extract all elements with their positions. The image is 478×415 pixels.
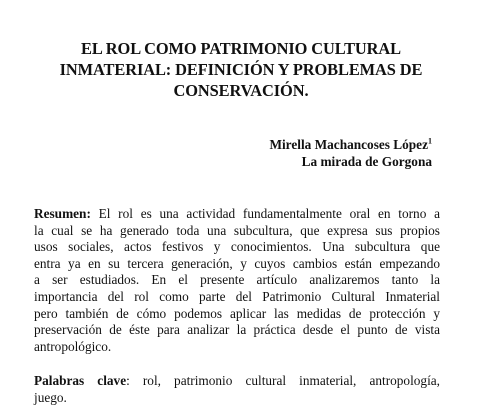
abstract-line: entra ya en su tercera generación, y cuyos cambios están empezando xyxy=(34,255,440,271)
author-footnote-mark: 1 xyxy=(428,136,432,146)
abstract-line: preservación de éste para analizar la práctica desde el punto de vista xyxy=(34,322,440,338)
abstract-line: la cual se ha generado toda una subcultura, que expresa sus propios xyxy=(34,222,440,238)
title-line-3: CONSERVACIÓN. xyxy=(173,81,309,100)
title-line-2: INMATERIAL: DEFINICIÓN Y PROBLEMAS DE xyxy=(59,60,423,79)
keywords-line: juego. xyxy=(34,389,67,405)
abstract-label: Resumen: xyxy=(34,206,91,221)
keywords-paragraph xyxy=(34,373,440,406)
abstract-paragraph xyxy=(34,206,440,355)
author-byline xyxy=(269,136,432,170)
title-line-1: EL ROL COMO PATRIMONIO CULTURAL xyxy=(81,39,401,58)
abstract-line: pero también de cómo podemos aplicar las medidas de protección y xyxy=(34,305,440,321)
author-name: Mirella Machancoses López xyxy=(269,137,428,152)
paper-title xyxy=(34,38,448,101)
keywords-label: Palabras clave xyxy=(34,373,127,388)
abstract-line xyxy=(34,206,440,223)
abstract-line-text: El rol es una actividad fundamentalmente oral en torno a xyxy=(90,206,440,221)
abstract-line: antropológico. xyxy=(34,338,112,354)
author-name-line xyxy=(269,136,432,153)
keywords-line xyxy=(34,373,440,390)
author-affiliation: La mirada de Gorgona xyxy=(301,154,432,169)
abstract-line: usos sociales, actos festivos y conocimientos. Una subcultura que xyxy=(34,239,440,255)
keywords-text: : rol, patrimonio cultural inmaterial, antropología, xyxy=(126,373,440,388)
abstract-line: a ser estudiados. En el presente artículo analizaremos tanto la xyxy=(34,272,440,288)
abstract-line: importancia del rol como parte del Patrimonio Cultural Inmaterial xyxy=(34,288,440,304)
